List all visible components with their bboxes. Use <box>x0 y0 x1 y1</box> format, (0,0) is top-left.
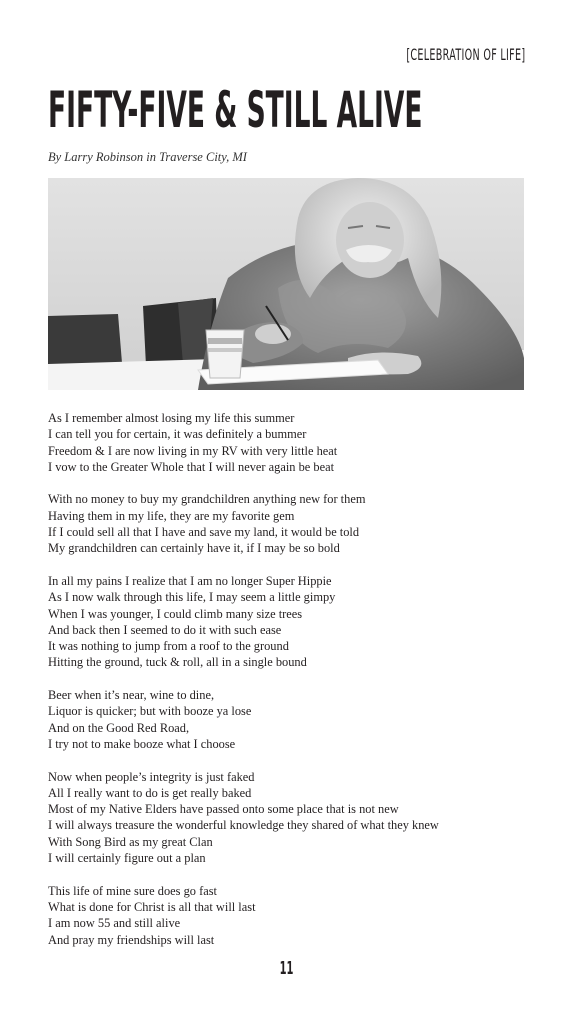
poem-line: It was nothing to jump from a roof to the ground <box>48 639 289 654</box>
poem-line: I can tell you for certain, it was definitely a bummer <box>48 427 307 442</box>
poem-stanza <box>48 573 528 671</box>
poem-line: My grandchildren can certainly have it, if I may be so bold <box>48 541 340 556</box>
poem-stanza <box>48 883 528 948</box>
poem-line: Hitting the ground, tuck & roll, all in a single bound <box>48 655 307 670</box>
poem-line: Freedom & I are now living in my RV with very little heat <box>48 443 338 458</box>
poem-line: With no money to buy my grandchildren anything new for them <box>48 492 366 507</box>
poem-line: All I really want to do is get really baked <box>48 785 252 800</box>
byline: By Larry Robinson in Traverse City, MI <box>48 150 247 164</box>
poem-stanza <box>48 491 528 556</box>
page-number: 11 <box>279 958 294 979</box>
poem-line: And back then I seemed to do it with such ease <box>48 622 282 637</box>
section-tag: [CELEBRATION OF LIFE] <box>405 45 525 64</box>
poem-line: Most of my Native Elders have passed onto some place that is not new <box>48 802 399 817</box>
poem-line: And on the Good Red Road, <box>48 720 190 735</box>
poem-line: If I could sell all that I have and save my land, it would be told <box>48 525 360 540</box>
poem-line: I am now 55 and still alive <box>48 916 181 931</box>
poem <box>48 410 528 964</box>
poem-line: This life of mine sure does go fast <box>48 883 217 898</box>
poem-line: Beer when it’s near, wine to dine, <box>48 688 215 703</box>
poem-line: I try not to make booze what I choose <box>48 736 236 751</box>
photo-man-writing-icon <box>48 178 524 390</box>
poem-line: What is done for Christ is all that will last <box>48 899 256 914</box>
article-photo <box>48 178 524 390</box>
poem-line: And pray my friendships will last <box>48 932 215 947</box>
article-title: FIFTY-FIVE & STILL ALIVE <box>48 81 423 139</box>
poem-line: As I now walk through this life, I may seem a little gimpy <box>48 590 336 605</box>
poem-line: Now when people’s integrity is just faked <box>48 769 255 784</box>
poem-line: Having them in my life, they are my favorite gem <box>48 508 295 523</box>
poem-line: As I remember almost losing my life this summer <box>48 411 295 425</box>
poem-line: In all my pains I realize that I am no longer Super Hippie <box>48 573 332 588</box>
poem-line: I will always treasure the wonderful knowledge they shared of what they knew <box>48 818 439 833</box>
poem-stanza <box>48 687 528 752</box>
poem-line: Liquor is quicker; but with booze ya lose <box>48 704 252 719</box>
poem-line: I will certainly figure out a plan <box>48 851 206 866</box>
poem-line: With Song Bird as my great Clan <box>48 834 213 849</box>
poem-line: When I was younger, I could climb many size trees <box>48 606 303 621</box>
poem-line: I vow to the Greater Whole that I will never again be beat <box>48 459 335 474</box>
poem-stanza <box>48 769 528 867</box>
poem-stanza <box>48 410 528 475</box>
